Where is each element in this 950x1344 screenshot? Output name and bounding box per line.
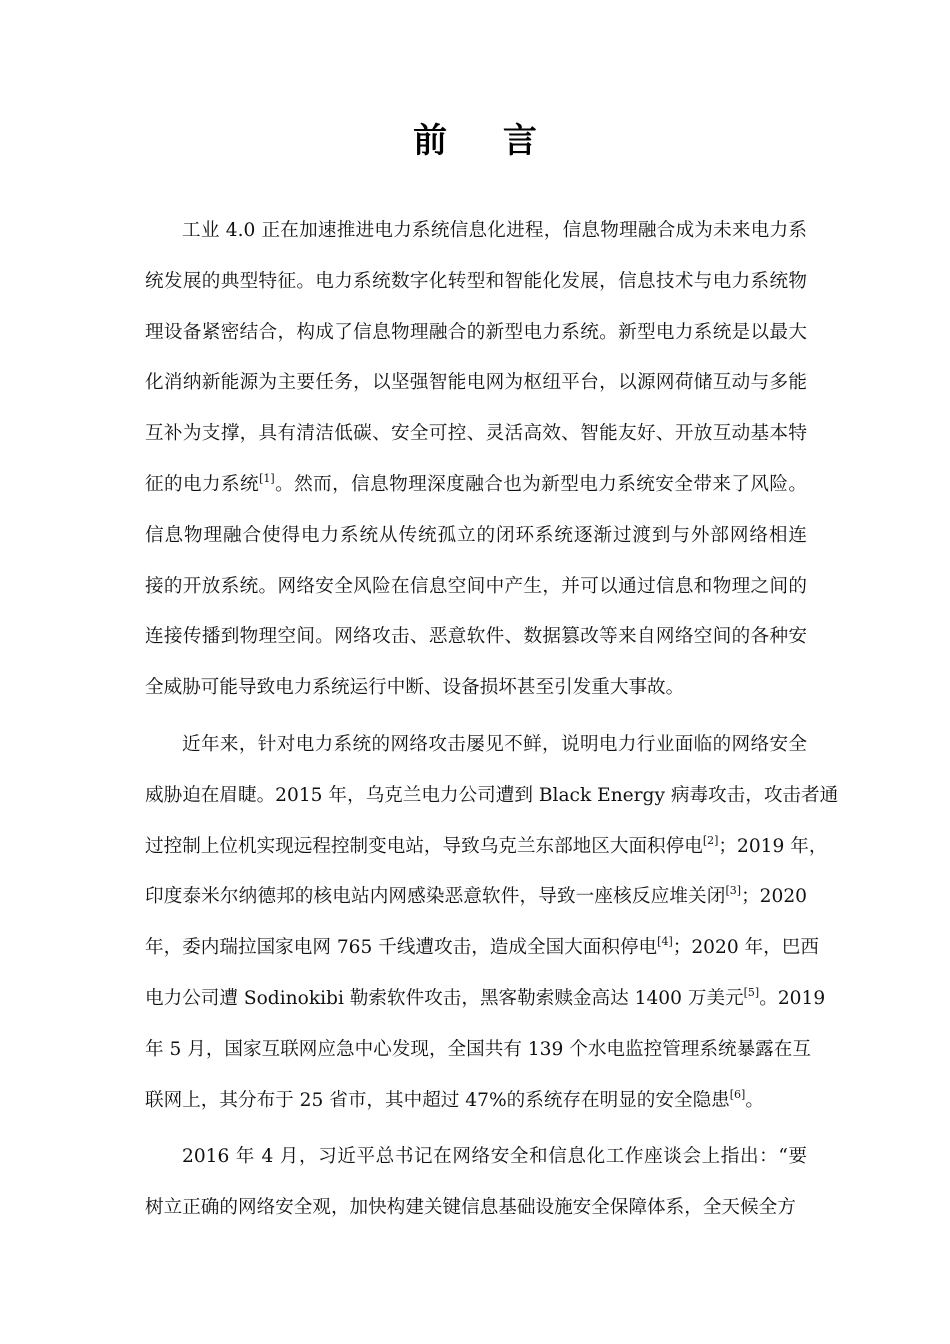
text-line: 连接传播到物理空间。网络攻击、恶意软件、数据篡改等来自网络空间的各种安 <box>145 626 807 648</box>
text-line: 电力公司遭 Sodinokibi 勒索软件攻击，黑客勒索赎金高达 1400 万美元[5]。2019 <box>145 985 826 1009</box>
citation-reference: [4] <box>657 935 673 949</box>
document-body <box>145 206 839 1240</box>
text-line: 理设备紧密结合，构成了信息物理融合的新型电力系统。新型电力系统是以最大 <box>145 321 807 343</box>
paragraph <box>145 206 807 714</box>
text-line: 印度泰米尔纳德邦的核电站内网感染恶意软件，导致一座核反应堆关闭[3]；2020 <box>145 884 807 908</box>
citation-reference: [1] <box>259 471 275 485</box>
text-line: 树立正确的网络安全观，加快构建关键信息基础设施安全保障体系，全天候全方 <box>145 1197 796 1219</box>
text-line: 统发展的典型特征。电力系统数字化转型和智能化发展，信息技术与电力系统物 <box>145 270 807 292</box>
text-line: 联网上，其分布于 25 省市，其中超过 47%的系统存在明显的安全隐患[6]。 <box>145 1087 764 1111</box>
citation-reference: [5] <box>743 985 760 999</box>
text-line: 威胁迫在眉睫。2015 年，乌克兰电力公司遭到 Black Energy 病毒攻击，攻击者通 <box>145 784 839 806</box>
text-line: 近年来，针对电力系统的网络攻击屡见不鲜，说明电力行业面临的网络安全 <box>182 733 807 755</box>
text-line: 全威胁可能导致电力系统运行中断、设备损坏甚至引发重大事故。 <box>145 677 685 699</box>
citation-reference: [3] <box>725 884 742 898</box>
paragraph <box>145 1132 807 1234</box>
paragraph <box>145 720 839 1126</box>
citation-reference: [2] <box>702 833 719 847</box>
text-line: 接的开放系统。网络安全风险在信息空间中产生，并可以通过信息和物理之间的 <box>145 575 807 597</box>
text-line: 征的电力系统[1]。然而，信息物理深度融合也为新型电力系统安全带来了风险。 <box>145 471 807 495</box>
text-line: 2016 年 4 月，习近平总书记在网络安全和信息化工作座谈会上指出：“要 <box>182 1146 807 1168</box>
text-line: 年 5 月，国家互联网应急中心发现，全国共有 139 个水电监控管理系统暴露在互 <box>145 1038 811 1060</box>
text-line: 互补为支撑，具有清洁低碳、安全可控、灵活高效、智能友好、开放互动基本特 <box>145 423 807 445</box>
text-line: 信息物理融合使得电力系统从传统孤立的闭环系统逐渐过渡到与外部网络相连 <box>145 524 807 546</box>
citation-reference: [6] <box>729 1087 746 1101</box>
text-line: 化消纳新能源为主要任务，以坚强智能电网为枢纽平台，以源网荷储互动与多能 <box>145 372 807 394</box>
text-line: 工业 4.0 正在加速推进电力系统信息化进程，信息物理融合成为未来电力系 <box>182 220 807 241</box>
text-line: 过控制上位机实现远程控制变电站，导致乌克兰东部地区大面积停电[2]；2019 年， <box>145 833 828 857</box>
text-line: 年，委内瑞拉国家电网 765 千线遭攻击，造成全国大面积停电[4]；2020 年，巴西 <box>145 935 819 959</box>
page-title: 前 言 <box>413 121 559 161</box>
